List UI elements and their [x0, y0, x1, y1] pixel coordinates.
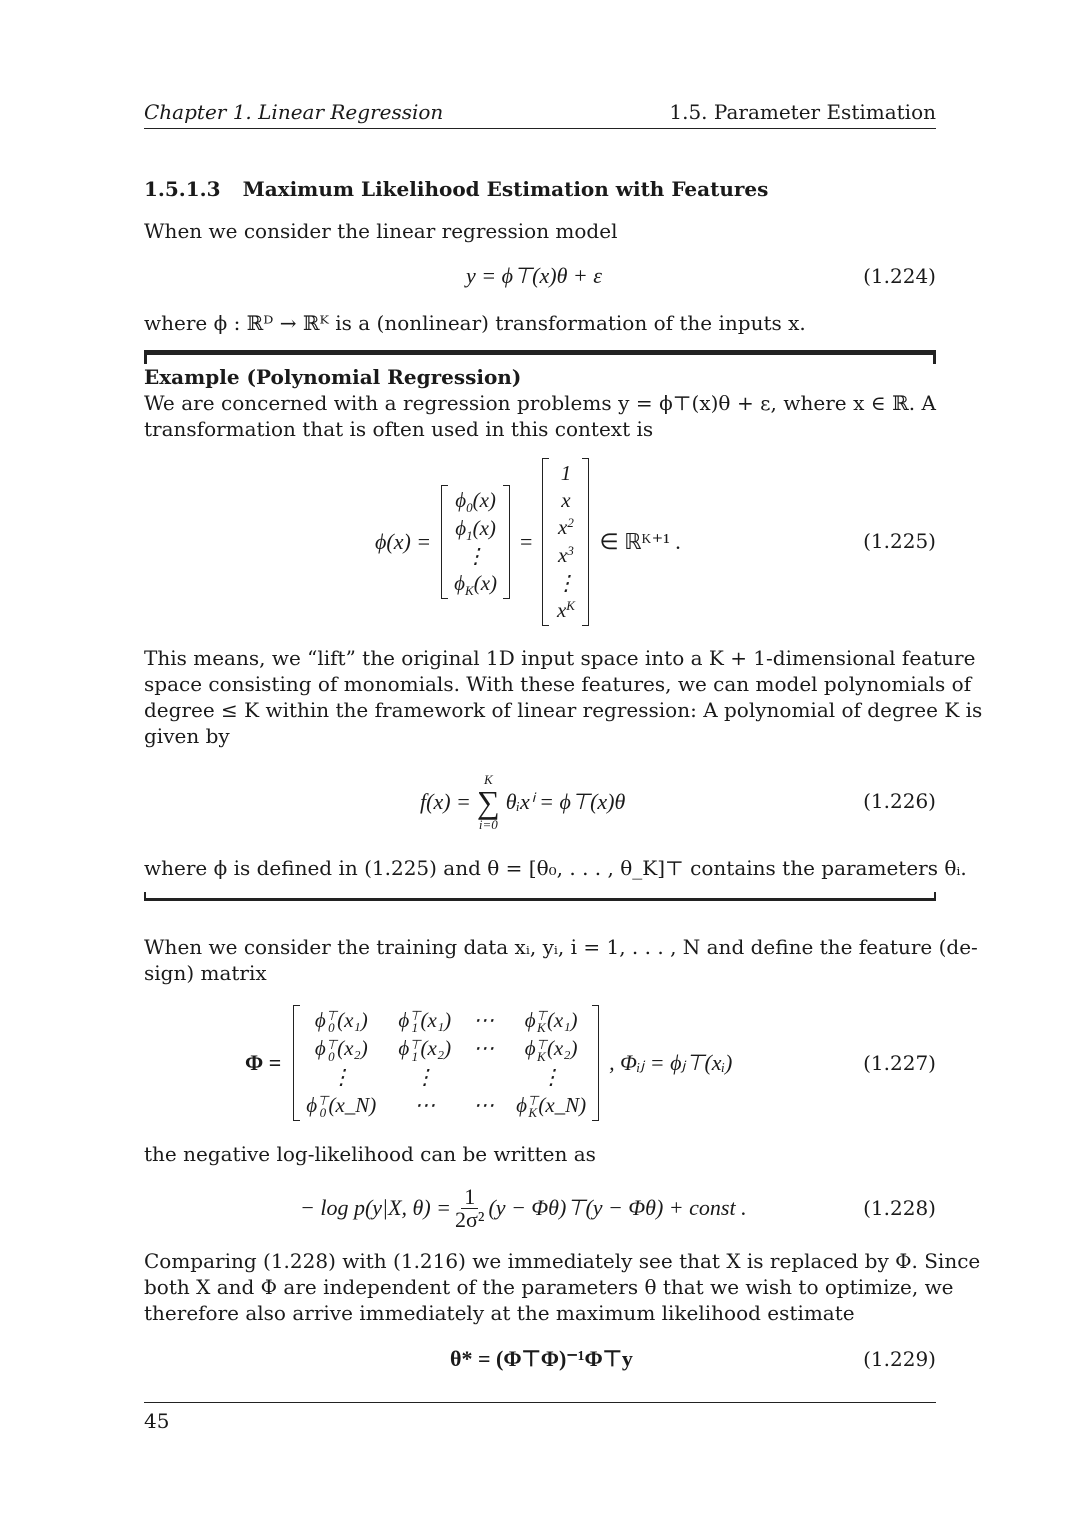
- matrix-cell: ⋮: [555, 571, 577, 596]
- matrix-cell: ϕ ⊤ K (x_N): [516, 1092, 587, 1120]
- matrix-cell: ϕ ⊤ K (x₁): [524, 1008, 578, 1036]
- matrix-cell: ⋮: [540, 1064, 562, 1089]
- running-header-chapter: Chapter 1. Linear Regression: [144, 100, 444, 124]
- example-bottom-bar: [144, 898, 936, 901]
- eq-lhs: Φ =: [245, 1050, 282, 1075]
- design-matrix: [293, 1005, 599, 1121]
- equation-1-224: y = ϕ⊤(x)θ + ε: [466, 263, 602, 288]
- equation-number: (1.224): [863, 264, 936, 288]
- summation: [477, 773, 500, 831]
- matrix-cell: ϕ ⊤ 0 (x₂): [314, 1036, 368, 1064]
- matrix-cell: ϕ ⊤ 0 (x₁): [314, 1008, 368, 1036]
- matrix-cell: ⋯: [414, 1092, 436, 1117]
- eq-rhs: ∈ ℝᴷ⁺¹ .: [599, 529, 681, 554]
- eq-equals: =: [520, 529, 533, 554]
- example-bar-tick: [144, 892, 146, 901]
- eq-lhs: ϕ(x) =: [375, 529, 432, 554]
- intro-text: When we consider the linear regression model: [144, 219, 618, 243]
- matrix-cell: 1: [560, 460, 572, 485]
- paragraph-line: space consisting of monomials. With these features, we can model polynomials of: [144, 672, 972, 696]
- equation-1-228: [300, 1182, 747, 1234]
- eq-lhs: − log p(y|X, θ) =: [300, 1195, 452, 1220]
- matrix-cell: ⋯: [473, 1008, 495, 1033]
- feature-vector-matrix: [441, 485, 510, 600]
- paragraph-line: degree ≤ K within the framework of linear regression: A polynomial of degree K is: [144, 698, 983, 722]
- matrix-cell: x K: [556, 598, 575, 623]
- sum-lower: i=0: [478, 817, 498, 832]
- paragraph-line: both X and Φ are independent of the parameters θ that we wish to optimize, we: [144, 1275, 954, 1299]
- equation-number: (1.226): [863, 789, 936, 813]
- example-text: We are concerned with a regression problems y = ϕ⊤(x)θ + ε, where x ∈ ℝ. A: [144, 391, 936, 415]
- equation-1-225: [375, 456, 681, 628]
- matrix-cell: ϕ ⊤ K (x₂): [524, 1036, 578, 1064]
- eq-rhs: θᵢxⁱ = ϕ⊤(x)θ: [505, 789, 626, 814]
- matrix-cell: x 3: [558, 542, 574, 567]
- matrix-cell: ϕ 1 (x): [455, 515, 496, 544]
- fraction: [455, 1183, 485, 1232]
- where-text: where ϕ is defined in (1.225) and θ = [θ₀, . . . , θ_K]⊤ contains the parameters θᵢ.: [144, 856, 967, 880]
- equation-number: (1.229): [863, 1347, 936, 1371]
- paragraph-line: Comparing (1.228) with (1.216) we immediately see that X is replaced by Φ. Since: [144, 1249, 981, 1273]
- section-title: Maximum Likelihood Estimation with Features: [242, 177, 769, 201]
- eq-lhs: f(x) =: [420, 789, 471, 814]
- section-heading: [144, 176, 936, 202]
- matrix-cell: ⋯: [473, 1092, 495, 1117]
- matrix-cell: x: [561, 487, 571, 512]
- eq-rhs: (y − Φθ)⊤(y − Φθ) + const .: [488, 1195, 747, 1220]
- equation-number: (1.228): [863, 1196, 936, 1220]
- matrix-cell: ⋮: [330, 1064, 352, 1089]
- example-text: transformation that is often used in this context is: [144, 417, 654, 441]
- example-title: Example (Polynomial Regression): [144, 365, 522, 389]
- paragraph-line: This means, we “lift” the original 1D input space into a K + 1-dimensional feature: [144, 646, 976, 670]
- equation-number: (1.227): [863, 1051, 936, 1075]
- matrix-cell: x 2: [558, 514, 574, 539]
- equation-1-226: [420, 768, 625, 836]
- matrix-cell: ⋮: [465, 544, 487, 569]
- monomial-vector-matrix: [542, 458, 589, 627]
- where-text: where ϕ : ℝᴰ → ℝᴷ is a (nonlinear) transformation of the inputs x.: [144, 311, 806, 335]
- matrix-cell: ϕ 0 (x): [455, 487, 496, 515]
- paragraph-line: therefore also arrive immediately at the maximum likelihood estimate: [144, 1301, 855, 1325]
- matrix-cell: ⋯: [473, 1036, 495, 1061]
- matrix-cell: [473, 1064, 494, 1091]
- example-top-bar: [144, 350, 936, 355]
- paragraph-line: sign) matrix: [144, 961, 267, 985]
- section-number: 1.5.1.3: [144, 177, 221, 201]
- equation-1-227: [245, 1004, 732, 1122]
- matrix-cell: ϕ ⊤ 1 (x₁): [398, 1008, 452, 1036]
- sum-symbol: ∑: [476, 784, 500, 820]
- paragraph-line: the negative log-likelihood can be written as: [144, 1142, 596, 1166]
- example-bar-tick: [933, 350, 936, 364]
- matrix-cell: ϕ ⊤ 0 (x_N): [306, 1092, 377, 1120]
- matrix-cell: ϕ ⊤ 1 (x₂): [398, 1036, 452, 1064]
- footer-rule: [144, 1402, 936, 1403]
- header-rule: [144, 128, 936, 129]
- eq-rhs: , Φᵢⱼ = ϕⱼ⊤(xᵢ): [609, 1050, 733, 1075]
- equation-number: (1.225): [863, 529, 936, 553]
- fraction-denominator: 2σ²: [455, 1206, 485, 1232]
- running-header-section: 1.5. Parameter Estimation: [669, 100, 936, 124]
- sum-upper: K: [483, 772, 493, 787]
- fraction-numerator: 1: [461, 1186, 478, 1209]
- equation-1-229: θ* = (Φ⊤Φ)⁻¹Φ⊤y: [450, 1346, 633, 1371]
- paragraph-line: given by: [144, 724, 230, 748]
- paragraph-line: When we consider the training data xᵢ, yᵢ, i = 1, . . . , N and define the feature (de-: [144, 935, 978, 959]
- example-bar-tick: [934, 892, 936, 901]
- page-number: 45: [144, 1409, 170, 1433]
- example-bar-tick: [144, 350, 147, 364]
- matrix-cell: ⋮: [414, 1064, 436, 1089]
- matrix-cell: ϕ K (x): [454, 571, 498, 599]
